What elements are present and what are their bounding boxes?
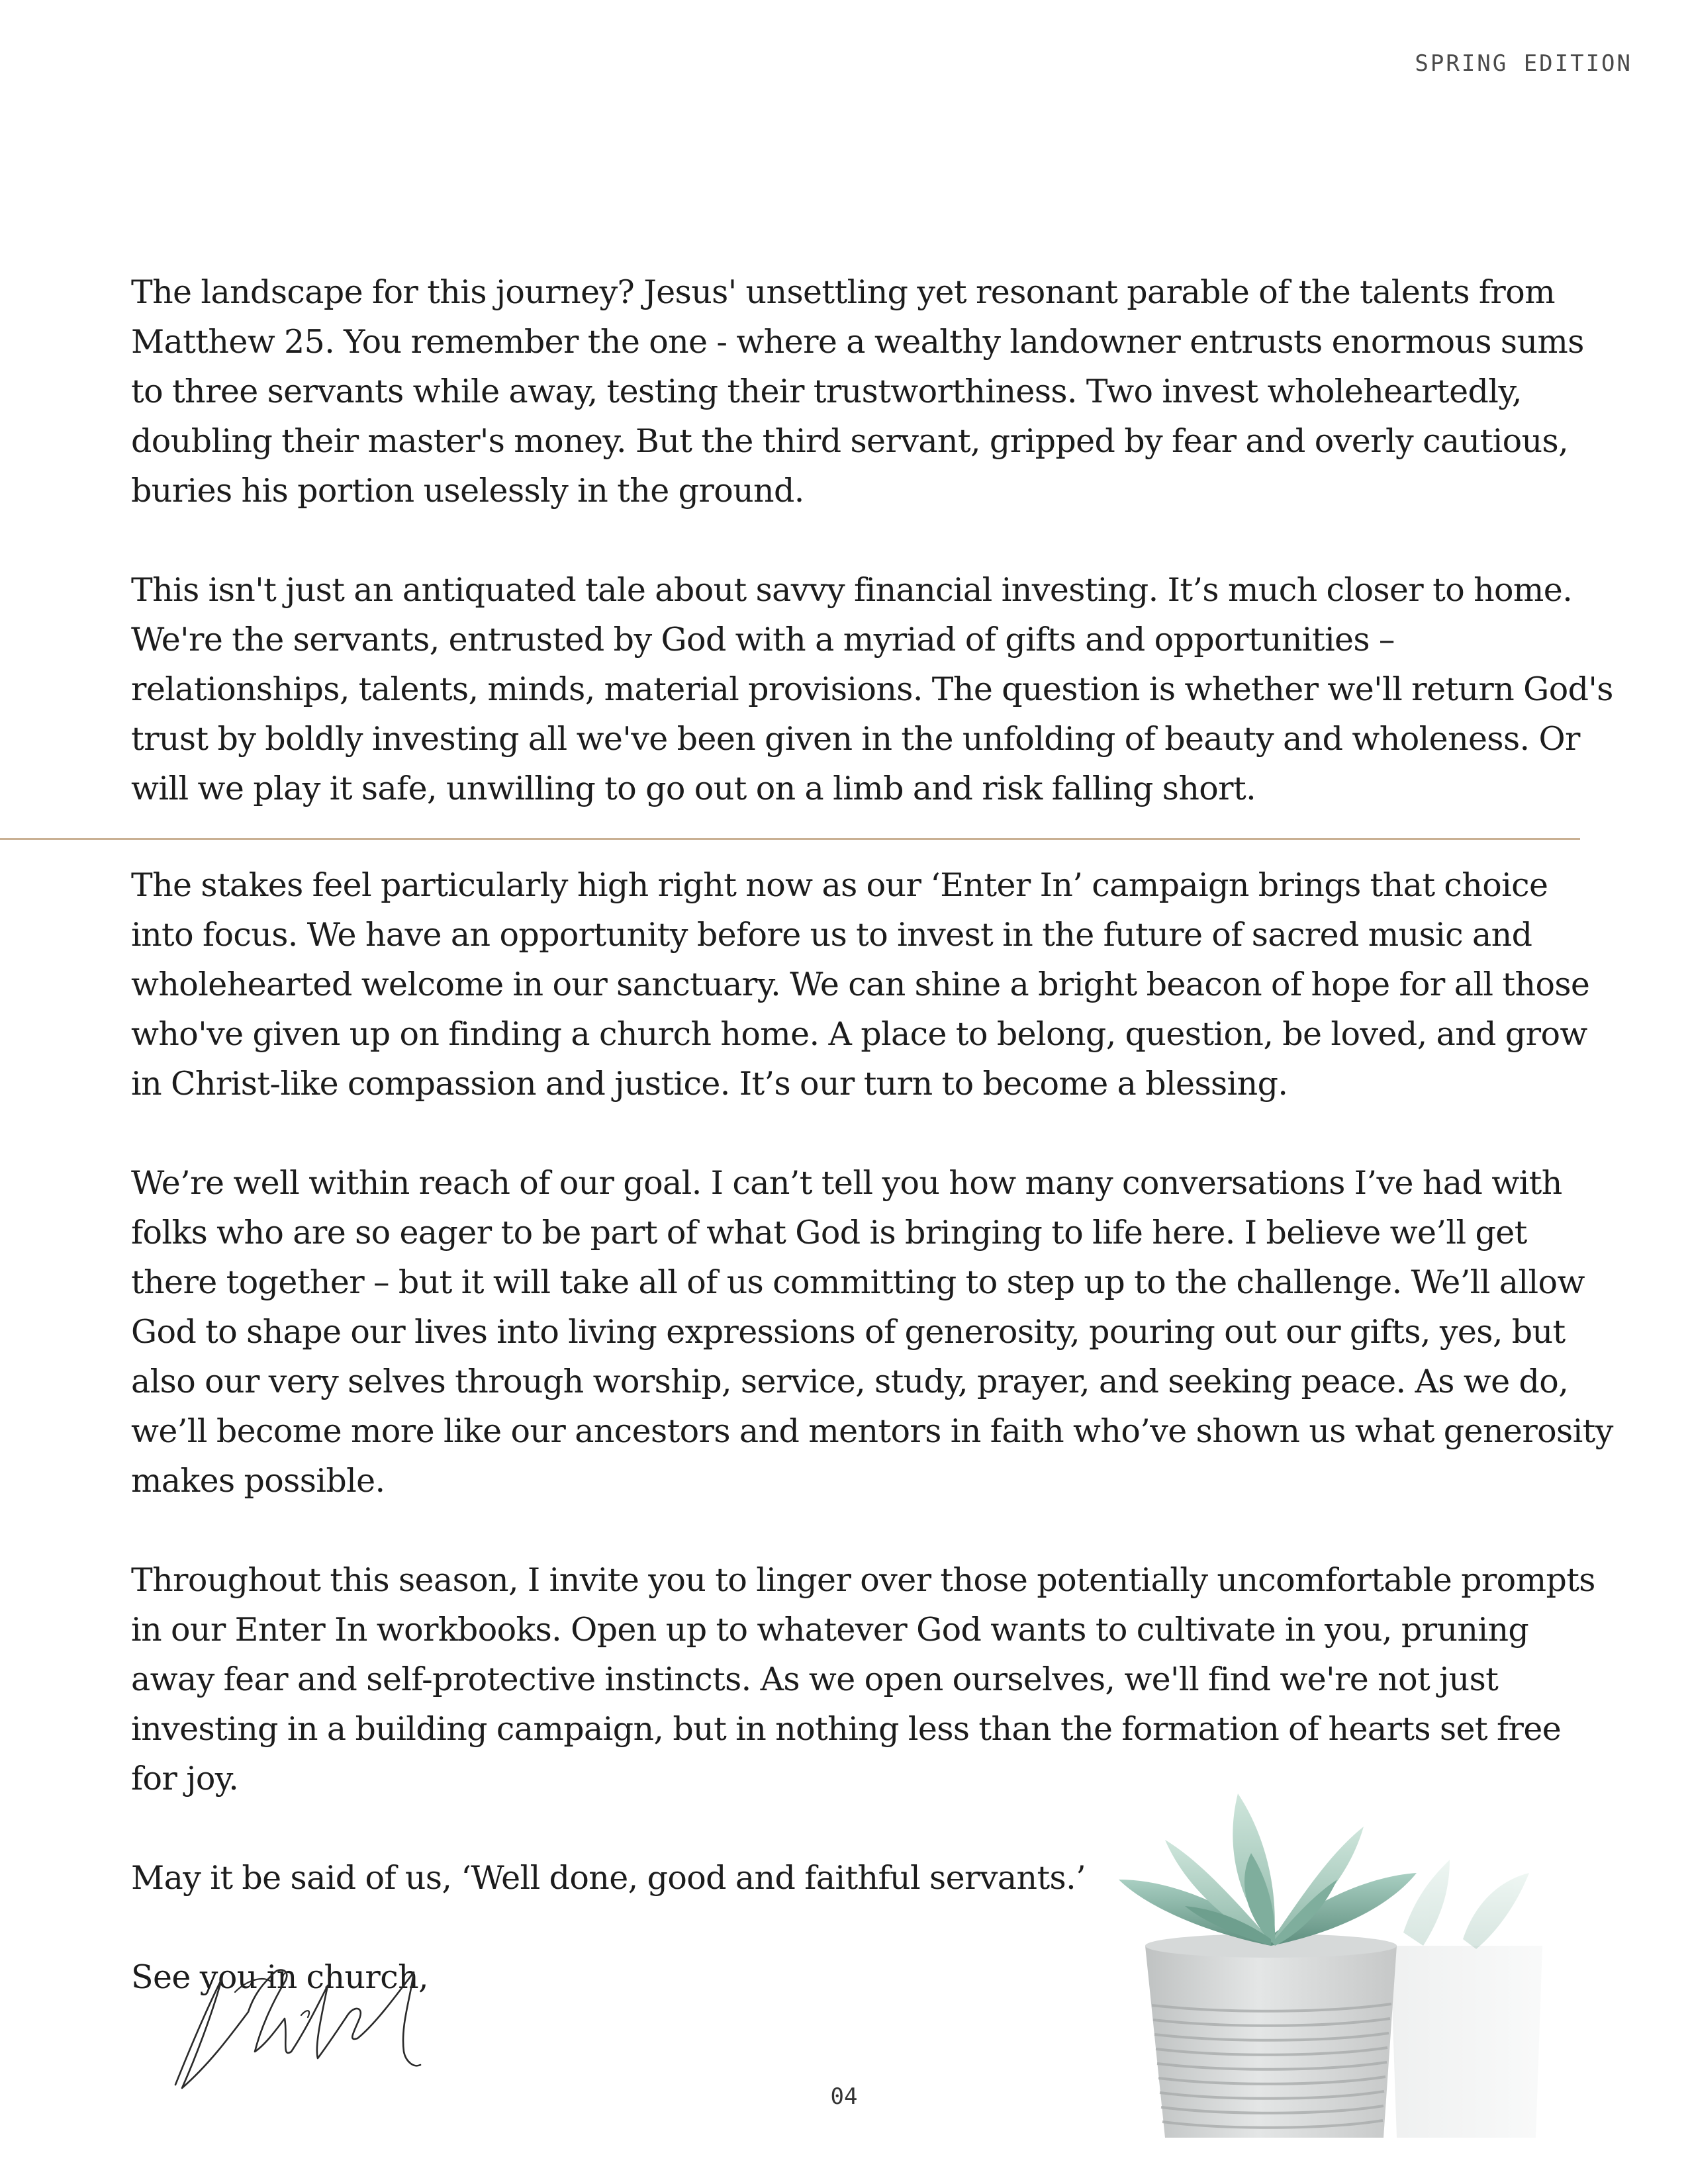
paragraph-parable: The landscape for this journey? Jesus' unsettling yet resonant parable of the talents from Matthew 25. You remember the one - where a wealthy landowner entrusts enormous sums to three servants while away, testing their trustworthiness. Two invest wholeheartedly, doubling their master's money. But the third servant, gripped by fear and overly cautious, buries his portion uselessly in the ground. xyxy=(131,273,1584,510)
paragraph-blessing: May it be said of us, ‘Well done, good and faithful servants.’ xyxy=(131,1859,1086,1897)
closing-line: See you in church, xyxy=(131,1958,429,1996)
page-number: 04 xyxy=(830,2083,858,2110)
paragraph-servants: This isn't just an antiquated tale about savvy financial investing. It’s much closer to home. We're the servants, entrusted by God with a myriad of gifts and opportunities – relationships, talents, minds, material provisions. The question is whether we'll return God's trust by boldly investing all we've been given in the unfolding of beauty and wholeness. Or will we play it safe, unwilling to go out on a limb and risk falling short. xyxy=(131,571,1613,807)
succulent-plant-image xyxy=(1105,1780,1569,2151)
paragraph-goal: We’re well within reach of our goal. I can’t tell you how many conversations I’ve had with folks who are so eager to be part of what God is bringing to life here. I believe we’ll get there together – but it will take all of us committing to step up to the challenge. We’ll allow God to shape our lives into living expressions of generosity, pouring out our gifts, yes, but also our very selves through worship, service, study, prayer, and seeking peace. As we do, we’ll become more like our ancestors and mentors in faith who’ve shown us what generosity makes possible. xyxy=(131,1164,1613,1500)
letter-block-top xyxy=(131,267,1614,863)
section-divider xyxy=(0,838,1580,840)
signature-image xyxy=(149,1952,460,2105)
edition-label: SPRING EDITION xyxy=(1415,50,1632,77)
paragraph-invitation: Throughout this season, I invite you to linger over those potentially uncomfortable prompts in our Enter In workbooks. Open up to whatever God wants to cultivate in you, pruning away fear and self-protective instincts. As we open ourselves, we'll find we're not just investing in a building campaign, but in nothing less than the formation of hearts set free for joy. xyxy=(131,1561,1595,1797)
paragraph-stakes: The stakes feel particularly high right now as our ‘Enter In’ campaign brings that choice into focus. We have an opportunity before us to invest in the future of sacred music and wholehearted welcome in our sanctuary. We can shine a bright beacon of hope for all those who've given up on finding a church home. A place to belong, question, be loved, and grow in Christ-like compassion and justice. It’s our turn to become a blessing. xyxy=(131,866,1590,1103)
